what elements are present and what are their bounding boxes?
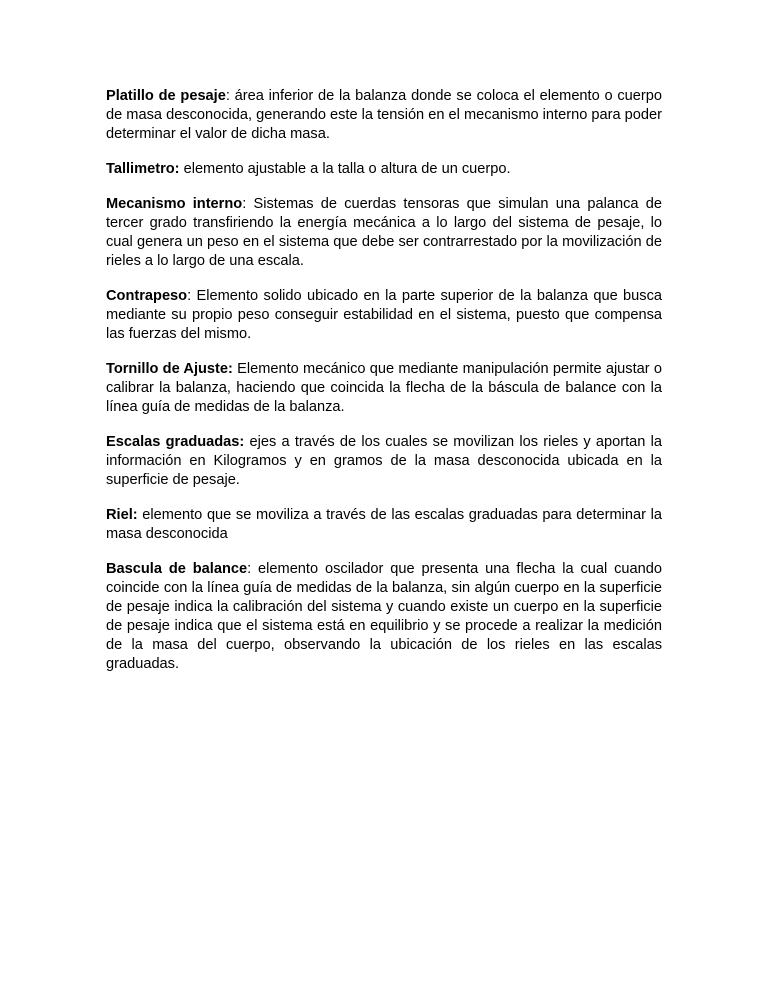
definition-bascula-de-balance [106,560,662,674]
definition-term: Escalas graduadas: [106,434,245,450]
definition-description: elemento ajustable a la talla o altura de un cuerpo. [179,161,511,177]
definition-description: Elemento mecánico que mediante manipulación permite ajustar o calibrar la balanza, haciendo que coincida la flecha de la báscula de balance con la línea guía de medidas de la balanza. [106,361,662,415]
definition-description: elemento que se moviliza a través de las escalas graduadas para determinar la masa desconocida [106,507,662,542]
definition-term: Contrapeso [106,288,188,304]
definition-description: : área inferior de la balanza donde se coloca el elemento o cuerpo de masa desconocida, generando este la tensión en el mecanismo interno para poder determinar el valor de dicha masa. [106,88,662,142]
definition-description: : Elemento solido ubicado en la parte superior de la balanza que busca mediante su propio peso conseguir estabilidad en el sistema, puesto que compensa las fuerzas del mismo. [106,288,662,342]
definition-description: : Sistemas de cuerdas tensoras que simulan una palanca de tercer grado transfiriendo la energía mecánica a lo largo del sistema de pesaje, lo cual genera un peso en el sistema que debe ser contrarrestado por la movilización de rieles a lo largo de una escala. [106,196,662,269]
definition-term: Bascula de balance [106,561,248,577]
definition-tallimetro [106,160,662,179]
definition-description: : elemento oscilador que presenta una flecha la cual cuando coincide con la línea guía de medidas de la balanza, sin algún cuerpo en la superficie de pesaje indica la calibración del sistema y cuando existe un cuerpo en la superficie de pesaje indica que el sistema está en equilibrio y se procede a realizar la medición de la masa del cuerpo, observando la ubicación de los rieles en las escalas graduadas. [106,561,662,672]
definition-term: Tornillo de Ajuste: [106,361,233,377]
definition-term: Tallimetro: [106,161,180,177]
document-body [106,87,662,690]
definition-tornillo-de-ajuste [106,360,662,417]
definition-platillo-de-pesaje [106,87,662,144]
definition-mecanismo-interno [106,195,662,271]
definition-term: Mecanismo interno [106,196,243,212]
definition-escalas-graduadas [106,433,662,490]
definition-description: ejes a través de los cuales se movilizan los rieles y aportan la información en Kilogramos y en gramos de la masa desconocida ubicada en la superficie de pesaje. [106,434,662,488]
definition-term: Riel: [106,507,138,523]
definition-term: Platillo de pesaje [106,88,226,104]
definition-contrapeso [106,287,662,344]
definition-riel [106,506,662,544]
